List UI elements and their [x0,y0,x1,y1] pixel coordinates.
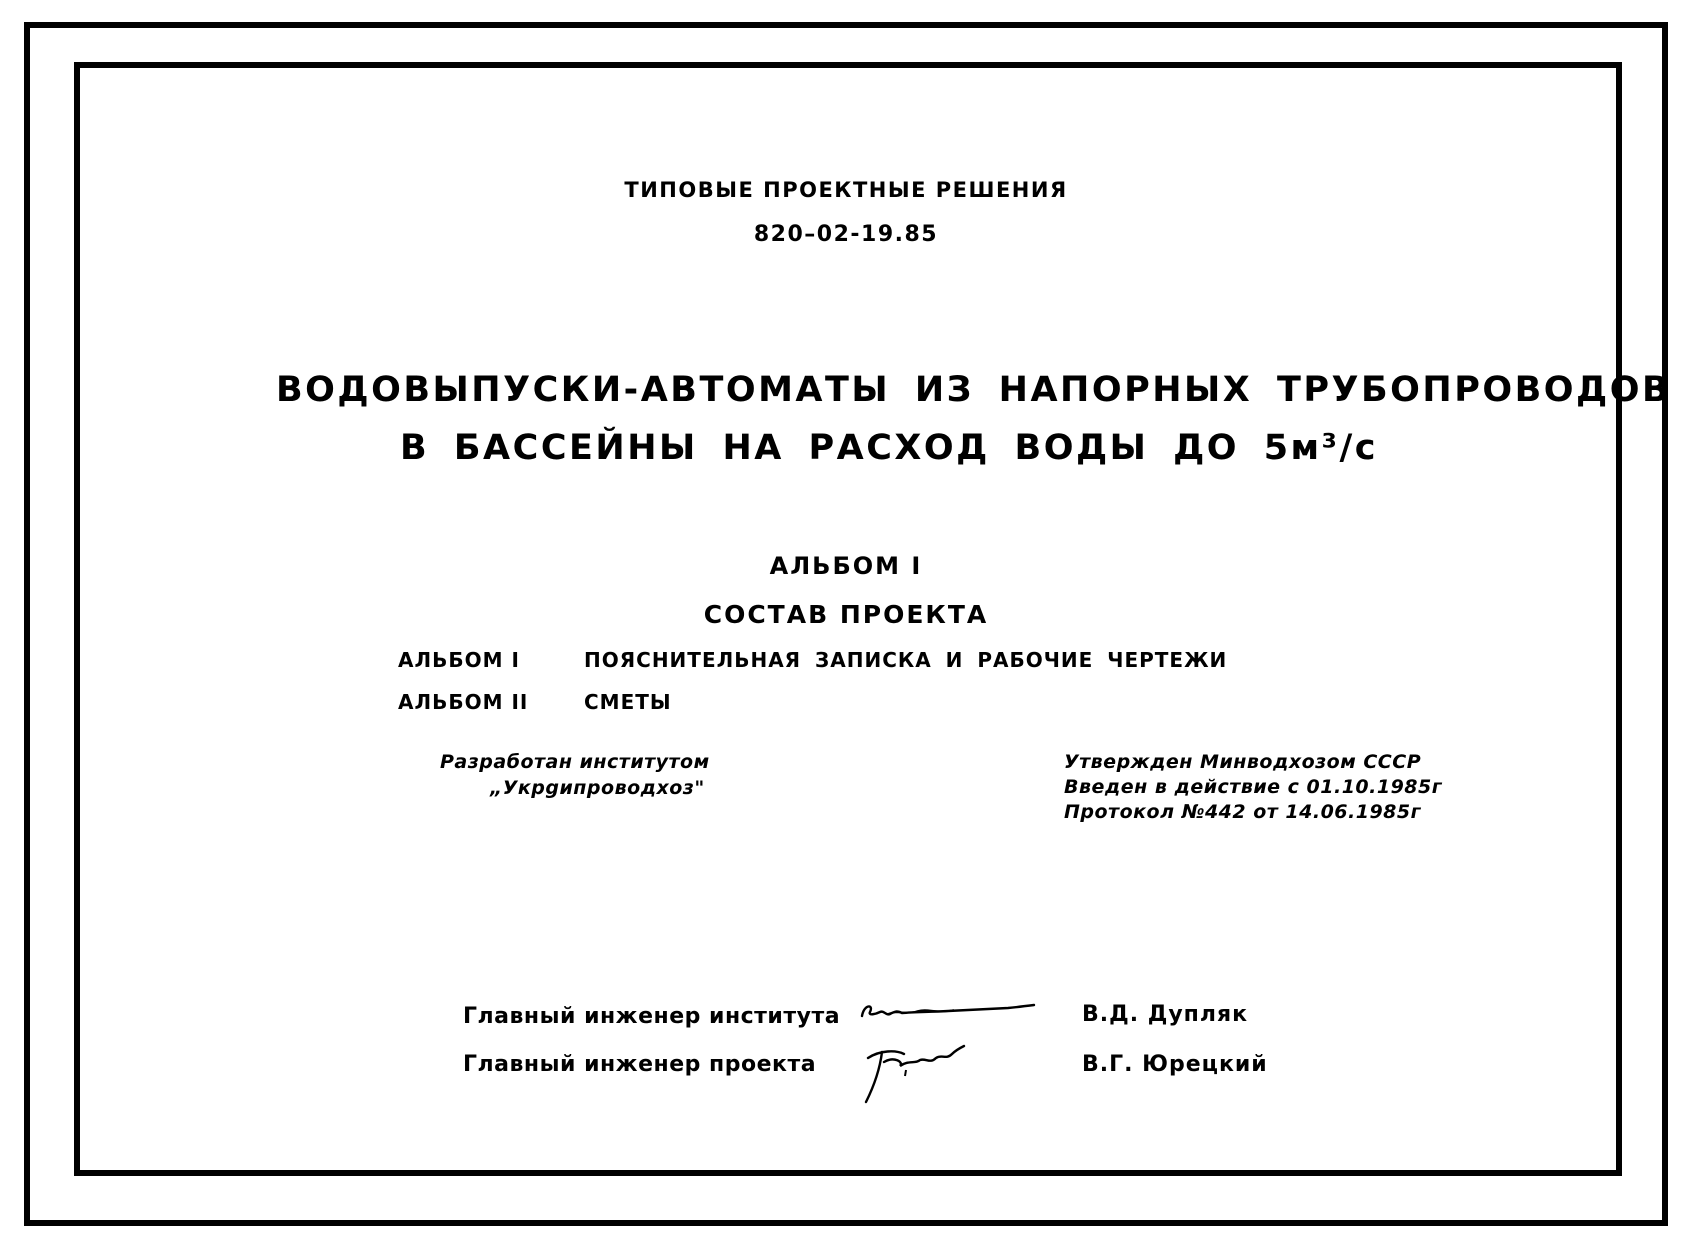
composition-item-description: ПОЯСНИТЕЛЬНАЯ ЗАПИСКА И РАБОЧИЕ ЧЕРТЕЖИ [584,648,1228,672]
approval-line-3: Протокол №442 от 14.06.1985г [1064,801,1422,823]
album-heading: АЛЬБОМ I [769,552,923,580]
composition-item-name: АЛЬБОМ II [398,690,529,714]
composition-item-description: СМЕТЫ [584,690,672,714]
signatory-name: В.Г. Юрецкий [1082,1052,1268,1077]
signatory-role: Главный инженер института [463,1004,841,1029]
developer-line-2: „Укрgипроводхоз" [490,777,705,799]
main-title-line-2: В БАССЕЙНЫ НА РАСХОД ВОДЫ ДО 5м³/с [400,428,1379,468]
composition-item-name: АЛЬБОМ I [398,648,520,672]
developer-line-1: Разработан институтом [440,751,710,773]
signatory-name: В.Д. Дупляк [1082,1002,1249,1027]
series-title: ТИПОВЫЕ ПРОЕКТНЫЕ РЕШЕНИЯ [624,178,1068,202]
approval-line-2: Введен в действие с 01.10.1985г [1064,776,1443,798]
signature-image [860,1040,970,1106]
main-title-line-1: ВОДОВЫПУСКИ-АВТОМАТЫ ИЗ НАПОРНЫХ ТРУБОПРОВОДОВ [276,370,1672,410]
document-code: 820–02-19.85 [753,222,939,247]
composition-heading: СОСТАВ ПРОЕКТА [703,600,989,629]
signature-image [858,996,1038,1026]
approval-line-1: Утвержден Минводхозом СССР [1064,751,1422,773]
signatory-role: Главный инженер проекта [463,1052,817,1077]
approval-block [1064,750,1442,825]
